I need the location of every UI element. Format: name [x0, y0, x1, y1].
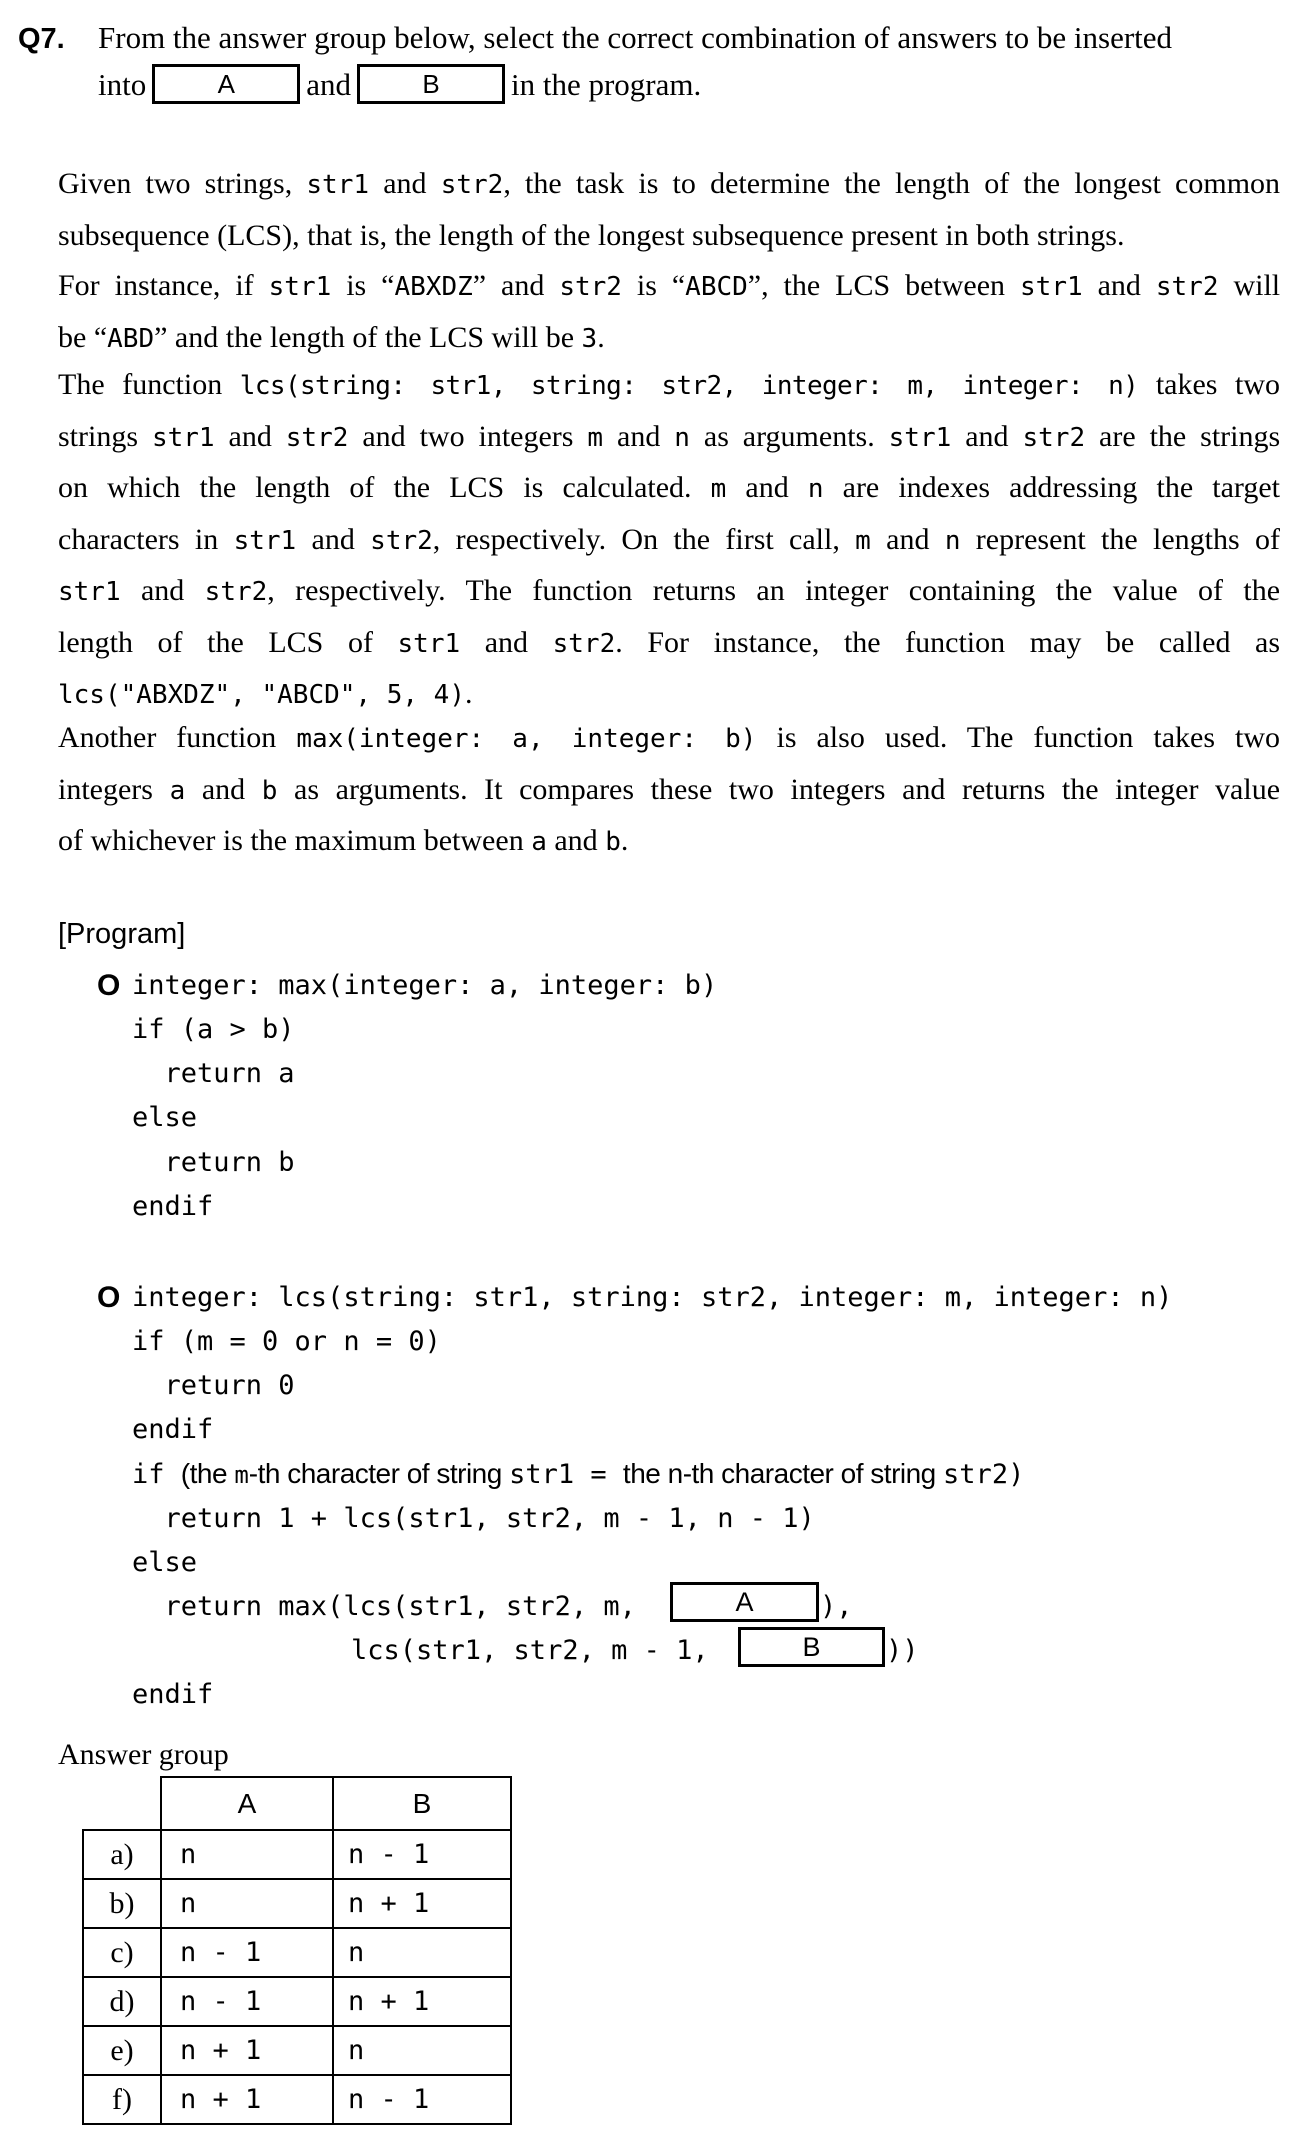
- answer-option-row-f[interactable]: [83, 2075, 511, 2124]
- max-func-line-else: else: [132, 1102, 198, 1133]
- answer-option-value-b: n - 1: [333, 1830, 511, 1879]
- answer-option-value-b: n + 1: [333, 1879, 511, 1928]
- answer-option-value-b: n + 1: [333, 1977, 511, 2026]
- answer-table-corner: [83, 1777, 161, 1830]
- description-paragraph-2: [58, 360, 1280, 721]
- lcs-func-line-return-max-close: ),: [820, 1591, 853, 1622]
- answer-option-value-a: n: [161, 1830, 333, 1879]
- answer-option-row-c[interactable]: [83, 1928, 511, 1977]
- answer-table-header-row: [83, 1777, 511, 1830]
- para2-line4: characters in str1 and str2, respectively. On the first call, m and n represent the lengths of: [58, 522, 1281, 556]
- max-func-line-return-a: return a: [132, 1058, 295, 1089]
- lcs-func-line-if-char-compare: if (the m-th character of string str1 = the n-th character of string str2): [132, 1458, 1025, 1490]
- function-marker-circle-icon: O: [97, 1281, 121, 1314]
- answer-group-table: [82, 1776, 512, 2125]
- question-and-text: and: [306, 67, 351, 102]
- para1-line4: be “ABD” and the length of the LCS will be 3.: [58, 320, 605, 354]
- max-func-line-endif: endif: [132, 1191, 214, 1222]
- answer-option-label: c): [83, 1928, 161, 1977]
- program-label: [Program]: [58, 918, 186, 950]
- lcs-func-line-return-max: return max(lcs(str1, str2, m,: [132, 1591, 636, 1622]
- answer-option-value-b: n - 1: [333, 2075, 511, 2124]
- blank-box-b: B: [357, 64, 505, 104]
- para2-line7: lcs("ABXDZ", "ABCD", 5, 4).: [58, 677, 473, 710]
- lcs-func-line-if-base: if (m = 0 or n = 0): [132, 1326, 441, 1357]
- description-paragraph-3: [58, 713, 1280, 868]
- para3-line1: Another function max(integer: a, integer: b) is also used. The function takes two: [58, 721, 1281, 754]
- para2-line6: length of the LCS of str1 and str2. For instance, the function may be called as: [58, 625, 1281, 659]
- lcs-func-line-else: else: [132, 1547, 198, 1578]
- answer-option-row-e[interactable]: [83, 2026, 511, 2075]
- question-header: [18, 14, 1288, 63]
- lcs-func-line-second-call-close: )): [886, 1635, 919, 1666]
- answer-option-label: b): [83, 1879, 161, 1928]
- answer-option-value-b: n: [333, 1928, 511, 1977]
- answer-option-row-a[interactable]: [83, 1830, 511, 1879]
- answer-option-value-a: n - 1: [161, 1977, 333, 2026]
- max-func-line-return-b: return b: [132, 1147, 295, 1178]
- answer-option-value-a: n - 1: [161, 1928, 333, 1977]
- answer-table-header-b: B: [333, 1777, 511, 1830]
- lcs-func-line-second-call: lcs(str1, str2, m - 1,: [351, 1635, 709, 1666]
- lcs-func-line-return-match: return 1 + lcs(str1, str2, m - 1, n - 1): [132, 1503, 815, 1534]
- para3-line2: integers a and b as arguments. It compares these two integers and returns the integer value: [58, 772, 1281, 806]
- lcs-func-line-endif: endif: [132, 1414, 214, 1445]
- answer-option-value-a: n: [161, 1879, 333, 1928]
- lcs-func-signature: integer: lcs(string: str1, string: str2, integer: m, integer: n): [132, 1282, 1173, 1313]
- question-into-text: into: [98, 67, 147, 102]
- para1-line1: Given two strings, str1 and str2, the task is to determine the length of the longest common: [58, 167, 1281, 200]
- para2-line3: on which the length of the LCS is calculated. m and n are indexes addressing the target: [58, 471, 1281, 504]
- question-number: Q7.: [18, 23, 65, 55]
- max-func-signature: integer: max(integer: a, integer: b): [132, 970, 718, 1001]
- max-func-line-if: if (a > b): [132, 1014, 295, 1045]
- answer-table-header-a: A: [161, 1777, 333, 1830]
- lcs-func-line-return-0: return 0: [132, 1370, 295, 1401]
- lcs-func-line-endif-2: endif: [132, 1679, 214, 1710]
- answer-option-row-b[interactable]: [83, 1879, 511, 1928]
- para1-line2: subsequence (LCS), that is, the length of the longest subsequence present in both strings.: [58, 218, 1125, 252]
- answer-option-value-a: n + 1: [161, 2026, 333, 2075]
- para2-line1: The function lcs(string: str1, string: str2, integer: m, integer: n) takes two: [58, 368, 1281, 401]
- question-end-text: in the program.: [511, 67, 702, 102]
- para3-line3: of whichever is the maximum between a and b.: [58, 824, 629, 857]
- para1-line3: For instance, if str1 is “ABXDZ” and str2 is “ABCD”, the LCS between str1 and str2 will: [58, 269, 1281, 302]
- para2-line2: strings str1 and str2 and two integers m and n as arguments. str1 and str2 are the strings: [58, 419, 1281, 453]
- code-blank-box-b: B: [738, 1627, 885, 1667]
- blank-box-a: A: [152, 64, 300, 104]
- answer-option-label: a): [83, 1830, 161, 1879]
- function-marker-circle-icon: O: [97, 969, 121, 1002]
- answer-option-label: f): [83, 2075, 161, 2124]
- answer-option-label: d): [83, 1977, 161, 2026]
- answer-option-value-a: n + 1: [161, 2075, 333, 2124]
- answer-group-title: Answer group: [58, 1738, 229, 1771]
- question-line2: [98, 62, 701, 108]
- answer-option-value-b: n: [333, 2026, 511, 2075]
- description-paragraph-1: [58, 159, 1280, 364]
- answer-option-row-d[interactable]: [83, 1977, 511, 2026]
- code-blank-box-a: A: [670, 1582, 819, 1622]
- question-text-line1: From the answer group below, select the correct combination of answers to be inserted: [98, 20, 1173, 55]
- answer-option-label: e): [83, 2026, 161, 2075]
- para2-line5: str1 and str2, respectively. The function returns an integer containing the value of the: [58, 574, 1281, 607]
